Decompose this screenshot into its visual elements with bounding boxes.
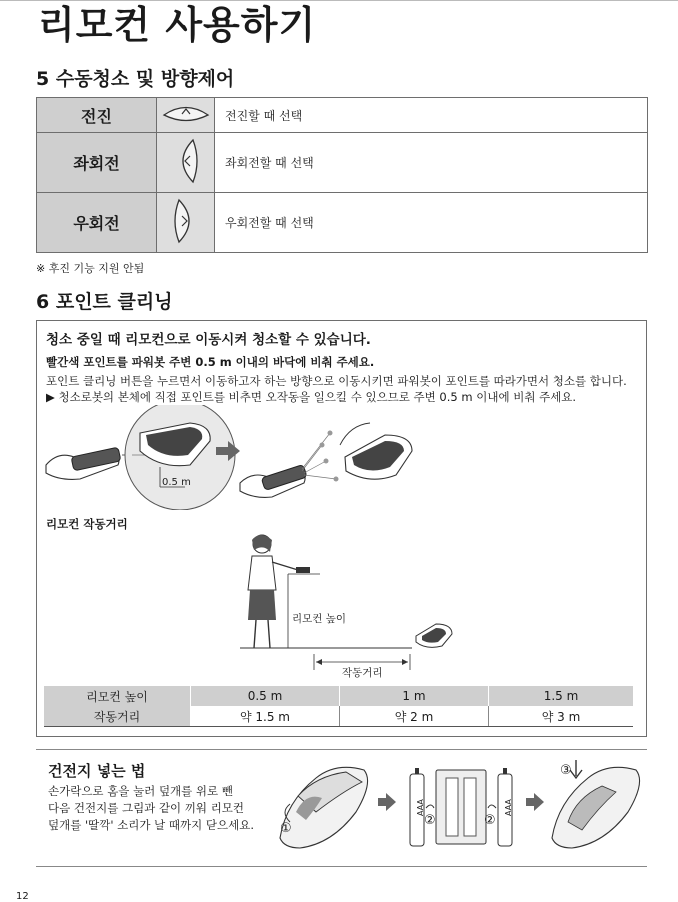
step-3-marker: ③ bbox=[560, 763, 572, 778]
range-cell: 0.5 m bbox=[191, 686, 340, 706]
remote-open-icon bbox=[280, 767, 368, 848]
battery-compartment-icon bbox=[410, 768, 513, 846]
forward-button-icon bbox=[157, 98, 215, 133]
step-1-marker: ① bbox=[280, 821, 292, 836]
range-cell: 약 3 m bbox=[489, 706, 634, 727]
row-left bbox=[37, 133, 648, 193]
range-illustration bbox=[230, 530, 460, 680]
battery-line2: 다음 건전지를 그림과 같이 끼워 리모컨 bbox=[48, 801, 245, 815]
page-number: 12 bbox=[16, 891, 29, 902]
point-cleaning-line1: 포인트 클리닝 버튼을 누르면서 이동하고자 하는 방향으로 이동시키면 파워봇이 포인트를 따라가면서 청소를 합니다. bbox=[46, 374, 627, 388]
left-button-icon bbox=[157, 133, 215, 193]
hand-remote-moving-icon bbox=[240, 431, 339, 498]
height-label: 리모컨 높이 bbox=[292, 613, 347, 625]
point-cleaning-line2: ▶ 청소로봇의 본체에 직접 포인트를 비추면 오작동을 일으킬 수 있으므로 주변 0.5 m 이내에 비춰 주세요. bbox=[46, 390, 577, 404]
range-cell: 작동거리 bbox=[44, 706, 191, 727]
range-heading: 리모컨 작동거리 bbox=[46, 517, 128, 531]
point-cleaning-bold-note: 빨간색 포인트를 파워봇 주변 0.5 m 이내의 바닥에 비춰 주세요. bbox=[46, 355, 375, 369]
range-cell: 리모컨 높이 bbox=[44, 686, 191, 706]
range-row-height bbox=[44, 686, 633, 706]
range-cell: 1 m bbox=[340, 686, 489, 706]
flow-arrow-icon bbox=[378, 793, 396, 811]
battery-bottom-rule bbox=[36, 866, 647, 867]
battery-illustration bbox=[276, 752, 648, 852]
step-2-marker-left: ② bbox=[424, 813, 436, 828]
right-button-icon bbox=[157, 193, 215, 253]
right-turn-label: 우회전 bbox=[37, 193, 157, 253]
forward-label: 전진 bbox=[37, 98, 157, 133]
point-cleaning-illustration bbox=[40, 405, 440, 510]
zoom-circle-robot-icon bbox=[125, 405, 235, 510]
range-cell: 1.5 m bbox=[489, 686, 634, 706]
distance-label: 0.5 m bbox=[162, 477, 191, 488]
direction-control-table bbox=[36, 97, 648, 253]
section5-title: 5 수동청소 및 방향제어 bbox=[36, 68, 235, 90]
battery-title: 건전지 넣는 법 bbox=[48, 762, 146, 780]
robot-cleaner-icon bbox=[340, 423, 412, 479]
battery-line1: 손가락으로 홈을 눌러 덮개를 위로 뺀 bbox=[48, 784, 233, 798]
forward-desc: 전진할 때 선택 bbox=[215, 98, 648, 133]
right-turn-desc: 우회전할 때 선택 bbox=[215, 193, 648, 253]
flow-arrow-icon bbox=[526, 793, 544, 811]
range-row-distance bbox=[44, 706, 633, 727]
left-turn-label: 좌회전 bbox=[37, 133, 157, 193]
page-title: 리모컨 사용하기 bbox=[38, 3, 317, 47]
battery-label-right: AAA bbox=[504, 799, 513, 816]
no-reverse-note: ※ 후진 기능 지원 안됨 bbox=[36, 262, 145, 275]
range-cell: 약 2 m bbox=[340, 706, 489, 727]
woman-figure-icon bbox=[248, 535, 310, 648]
battery-top-rule bbox=[36, 749, 647, 750]
range-table bbox=[44, 686, 633, 727]
left-turn-desc: 좌회전할 때 선택 bbox=[215, 133, 648, 193]
row-forward bbox=[37, 98, 648, 133]
step-2-marker-right: ② bbox=[484, 813, 496, 828]
row-right bbox=[37, 193, 648, 253]
battery-line3: 덮개를 '딸깍' 소리가 날 때까지 닫으세요. bbox=[48, 818, 254, 832]
range-cell: 약 1.5 m bbox=[191, 706, 340, 727]
point-cleaning-lead: 청소 중일 때 리모컨으로 이동시켜 청소할 수 있습니다. bbox=[46, 332, 371, 348]
section6-title: 6 포인트 클리닝 bbox=[36, 291, 173, 313]
battery-label-left: AAA bbox=[416, 799, 425, 816]
robot-small-icon bbox=[416, 624, 452, 647]
hand-remote-icon bbox=[46, 447, 132, 479]
distance-axis-label: 작동거리 bbox=[342, 667, 383, 679]
